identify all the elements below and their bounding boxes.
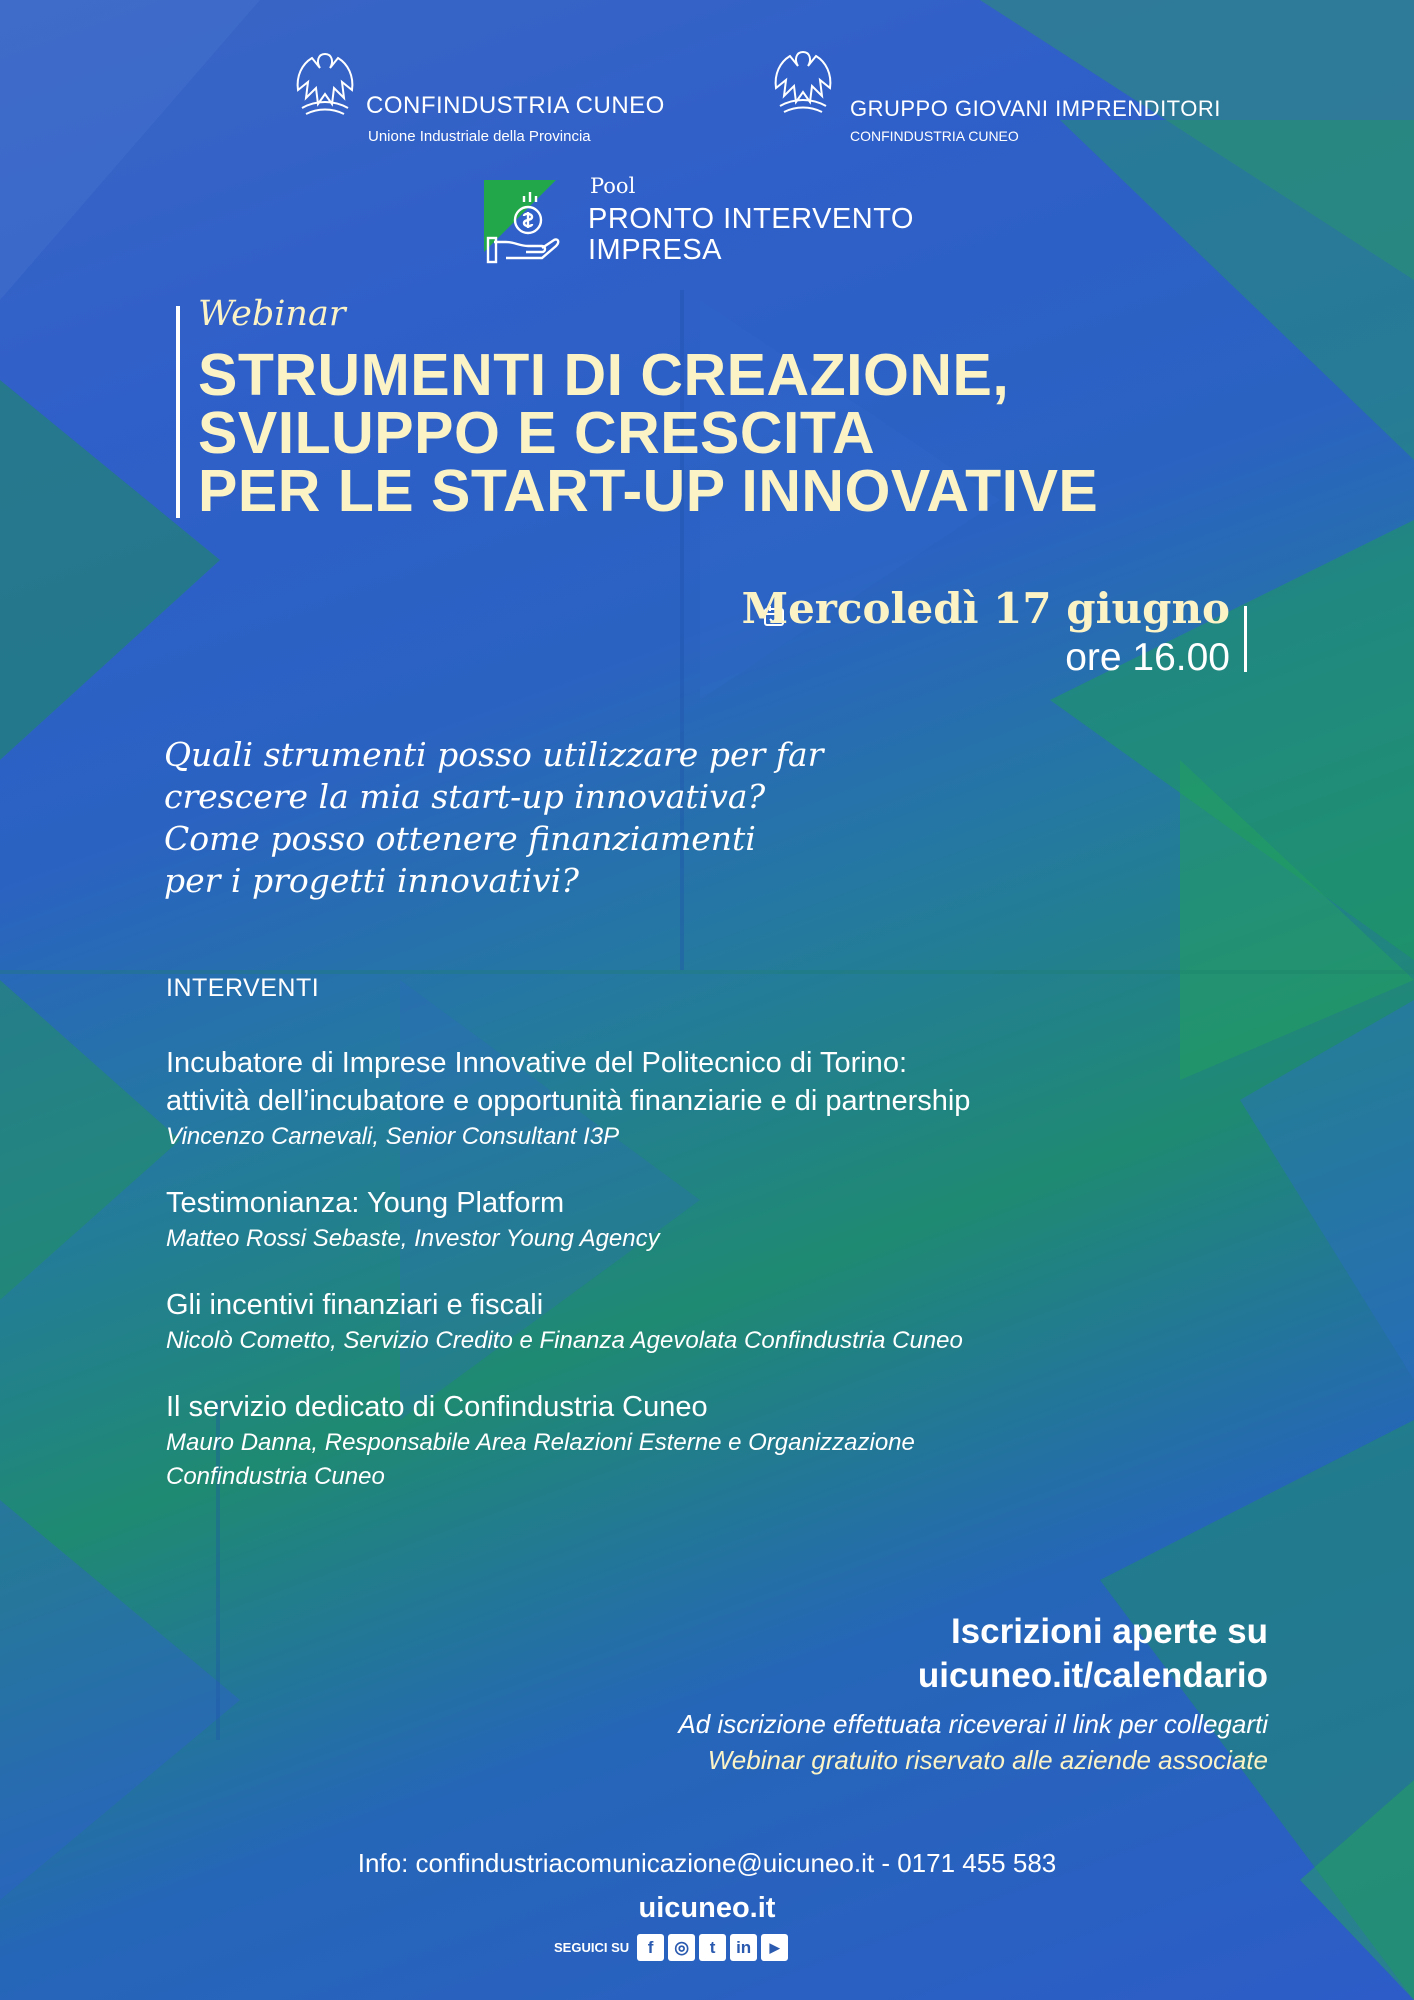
website-link[interactable]: uicuneo.it [638,1892,776,1924]
talk-title: attività dell’incubatore e opportunità finanziarie e di partnership [166,1085,971,1117]
social-row [554,1934,788,1961]
seguici-label: SEGUICI SU [554,1940,630,1955]
talk-item [166,1044,1266,1154]
talk-title: Incubatore di Imprese Innovative del Politecnico di Torino: [166,1047,908,1079]
title-accent-bar [176,306,180,518]
talk-item [166,1286,1266,1358]
question-line: per i progetti innovativi? [164,861,579,900]
talk-title: Il servizio dedicato di Confindustria Cuneo [166,1391,708,1423]
pool-label: Pool [590,174,636,198]
intro-questions [164,734,823,902]
eagle-icon [766,46,840,118]
registration-heading: Iscrizioni aperte su [950,1612,1268,1651]
youtube-icon[interactable]: ▶ [761,1934,788,1961]
title-line: SVILUPPO E CRESCITA [198,400,876,466]
talk-speaker: Matteo Rossi Sebaste, Investor Young Agency [166,1225,660,1252]
date-accent-bar [1244,606,1247,672]
logo-right-subtitle: CONFINDUSTRIA CUNEO [850,128,1019,144]
registration-block [678,1610,1268,1778]
talk-title: Gli incentivi finanziari e fiscali [166,1289,544,1321]
contact-info[interactable]: Info: confindustriacomunicazione@uicuneo.it - 0171 455 583 [357,1848,1057,1878]
registration-link[interactable]: uicuneo.it/calendario [917,1656,1268,1695]
logo-right-title: GRUPPO GIOVANI IMPRENDITORI [850,96,1221,121]
pool-title-line: IMPRESA [588,234,723,266]
pool-title [588,204,914,266]
talks-list [166,1044,1266,1524]
webinar-label: Webinar [198,294,346,334]
facebook-icon[interactable]: f [637,1934,664,1961]
talk-speaker: Nicolò Cometto, Servizio Credito e Finanza Agevolata Confindustria Cuneo [166,1327,963,1354]
question-line: Come posso ottenere finanziamenti [164,819,756,858]
interventi-heading: INTERVENTI [166,974,320,1002]
question-line: crescere la mia start-up innovativa? [164,777,766,816]
talk-speaker: Mauro Danna, Responsabile Area Relazioni Esterne e Organizzazione [166,1429,915,1456]
talk-speaker: Confindustria Cuneo [166,1463,385,1490]
talk-speaker: Vincenzo Carnevali, Senior Consultant I3P [166,1123,620,1150]
talk-item [166,1184,1266,1256]
registration-free-note: Webinar gratuito riservato alle aziende associate [707,1745,1268,1775]
pool-title-line: PRONTO INTERVENTO [588,203,914,235]
page-title [198,342,1099,524]
registration-note: Ad iscrizione effettuata riceverai il link per collegarti [678,1709,1268,1739]
money-hand-icon [484,180,564,266]
logo-left-subtitle: Unione Industriale della Provincia [368,128,591,145]
talk-title: Testimonianza: Young Platform [166,1187,565,1219]
title-line: STRUMENTI DI CREAZIONE, [198,342,1010,408]
eagle-icon [288,48,362,120]
logo-left-title: CONFINDUSTRIA CUNEO [366,92,665,119]
instagram-icon[interactable]: ◎ [668,1934,695,1961]
talk-item [166,1388,1266,1494]
question-line: Quali strumenti posso utilizzare per far [164,735,824,774]
twitter-icon[interactable]: t [699,1934,726,1961]
event-time: ore 16.00 [1065,636,1230,679]
event-date: Mercoledì 17 giugno [741,584,1230,633]
linkedin-icon[interactable]: in [730,1934,757,1961]
title-line: PER LE START-UP INNOVATIVE [198,458,1099,524]
